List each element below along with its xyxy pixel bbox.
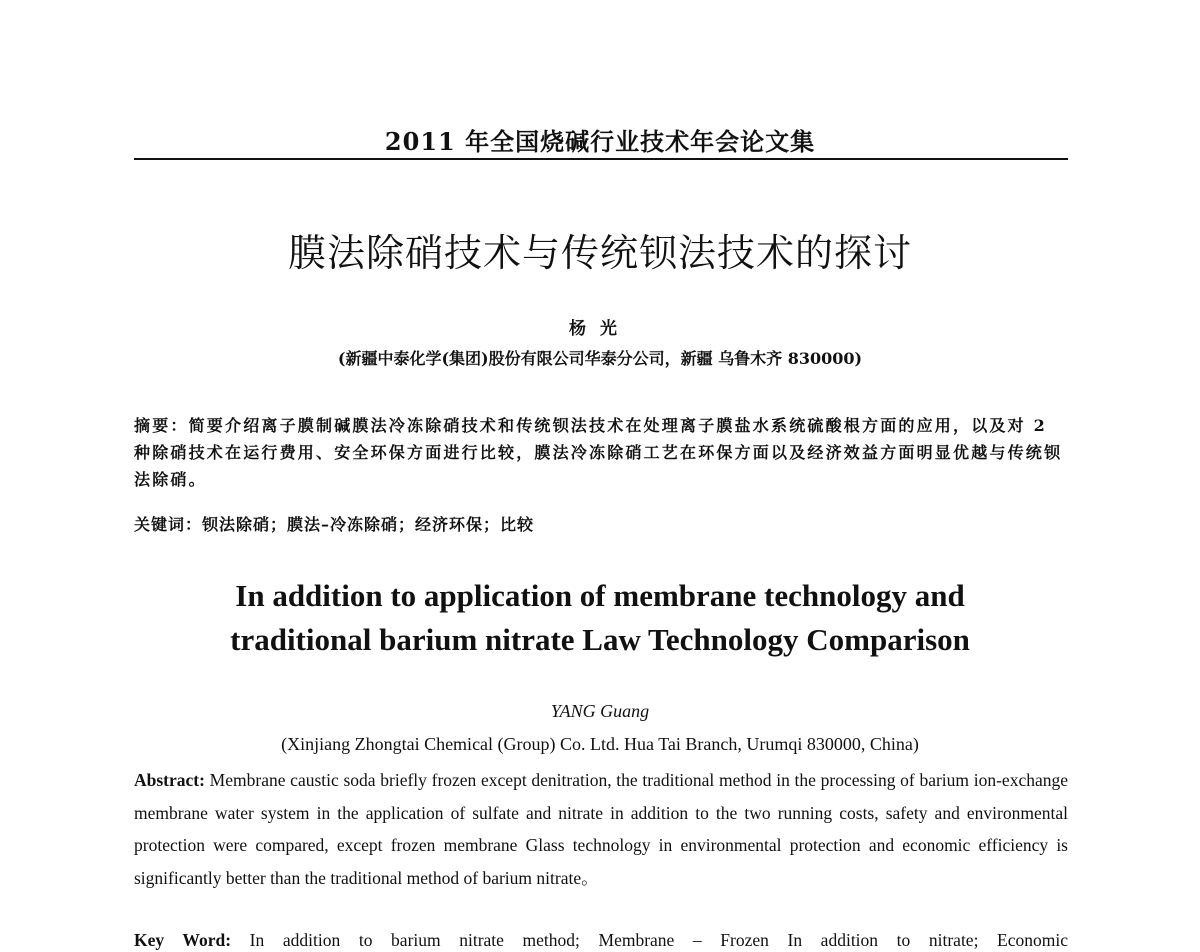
- english-keywords-text: In addition to barium nitrate method; Membrane – Frozen In addition to nitrate; Economic: [249, 930, 1068, 950]
- chinese-author: 杨光: [569, 319, 631, 339]
- header-rule: [134, 158, 1068, 160]
- english-abstract-text: Membrane caustic soda briefly frozen except denitration, the traditional method in the processing of barium ion-exchange membrane water system in the application of sulfate and nitrate in addition to the two running costs, safety and environmental protection were compared, except frozen membrane Glass technology in environmental protection and economic efficiency is significantly better than the traditional method of barium nitrate。: [134, 770, 1068, 888]
- chinese-title: 膜法除硝技术与传统钡法技术的探讨: [287, 231, 912, 275]
- english-abstract: [134, 764, 1068, 894]
- chinese-affiliation: (新疆中泰化学(集团)股份有限公司华泰分公司，新疆 乌鲁木齐 830000): [337, 349, 863, 368]
- chinese-abstract: [134, 412, 1068, 493]
- chinese-abstract-text: 简要介绍离子膜制碱膜法冷冻除硝技术和传统钡法技术在处理离子膜盐水系统硫酸根方面的应用，以及对 2 种除硝技术在运行费用、安全环保方面进行比较，膜法冷冻除硝工艺在环保方面以及经济效益方面明显优越与传统钡法除硝。: [134, 416, 1063, 489]
- chinese-keywords: [134, 512, 1068, 535]
- proceedings-header: 2011 年全国烧碱行业技术年会论文集: [384, 127, 816, 156]
- chinese-abstract-label: 摘要：: [134, 416, 189, 435]
- english-title: [0, 574, 1200, 662]
- english-keywords-label: Key Word:: [134, 930, 232, 950]
- english-title-line-1: In addition to application of membrane technology and: [235, 578, 965, 613]
- chinese-keywords-text: ：钡法除硝；膜法–冷冻除硝；经济环保；比较: [185, 515, 535, 534]
- english-author: YANG Guang: [550, 701, 650, 721]
- english-abstract-label: Abstract:: [134, 770, 205, 790]
- english-title-line-2: traditional barium nitrate Law Technology Comparison: [230, 622, 970, 657]
- chinese-keywords-label: 关键词: [134, 515, 186, 534]
- english-keywords: [134, 930, 1068, 951]
- english-affiliation: (Xinjiang Zhongtai Chemical (Group) Co. Ltd. Hua Tai Branch, Urumqi 830000, China): [281, 734, 919, 754]
